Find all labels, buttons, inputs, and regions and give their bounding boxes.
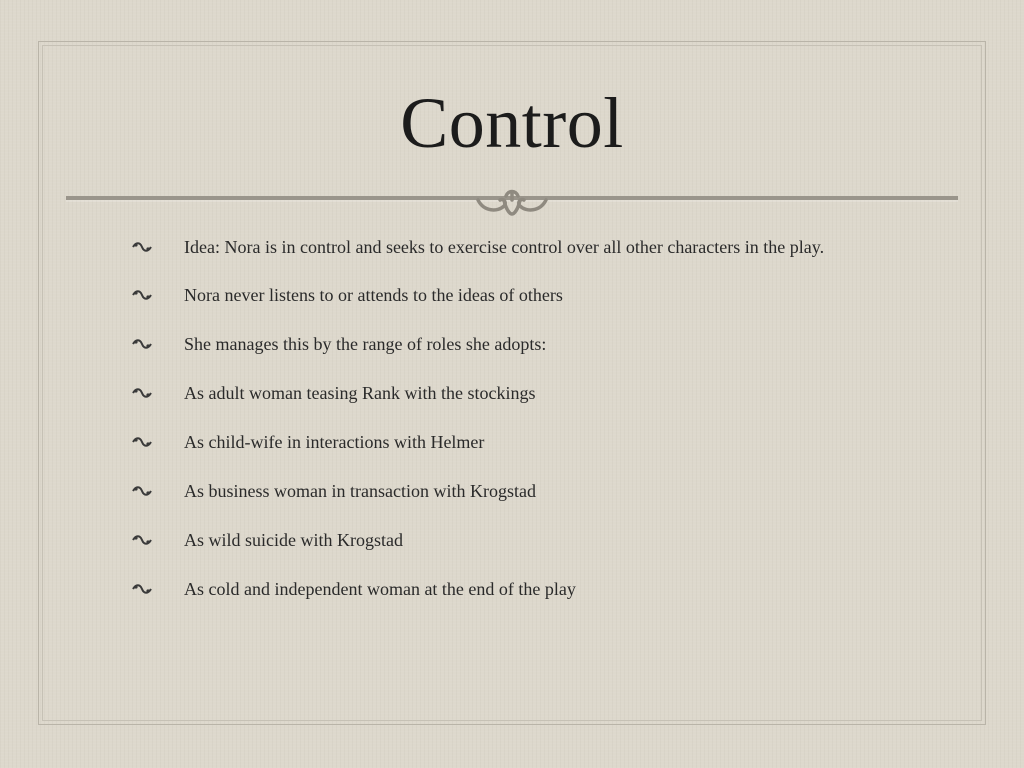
list-item (128, 333, 888, 355)
ornamental-leaf-icon (132, 534, 152, 546)
ornamental-divider-icon (66, 186, 958, 226)
list-item (128, 578, 888, 600)
ornamental-leaf-icon (132, 485, 152, 497)
bullet-text: As cold and independent woman at the end of the play (184, 579, 576, 599)
bullet-text: As adult woman teasing Rank with the stockings (184, 383, 536, 403)
ornamental-leaf-icon (132, 387, 152, 399)
slide-title: Control (400, 83, 624, 163)
bullet-list (128, 236, 888, 627)
bullet-text: Nora never listens to or attends to the ideas of others (184, 285, 563, 305)
list-item (128, 382, 888, 404)
ornamental-leaf-icon (132, 583, 152, 595)
list-item (128, 284, 888, 306)
bullet-text: As child-wife in interactions with Helmer (184, 432, 485, 452)
ornamental-leaf-icon (132, 289, 152, 301)
bullet-text: As wild suicide with Krogstad (184, 530, 403, 550)
ornamental-leaf-icon (132, 436, 152, 448)
bullet-text: Idea: Nora is in control and seeks to exercise control over all other characters in the play. (184, 237, 825, 257)
ornamental-leaf-icon (132, 241, 152, 253)
list-item (128, 431, 888, 453)
list-item (128, 480, 888, 502)
bullet-text: As business woman in transaction with Krogstad (184, 481, 536, 501)
list-item (128, 236, 888, 258)
bullet-text: She manages this by the range of roles she adopts: (184, 334, 547, 354)
ornamental-leaf-icon (132, 338, 152, 350)
list-item (128, 529, 888, 551)
